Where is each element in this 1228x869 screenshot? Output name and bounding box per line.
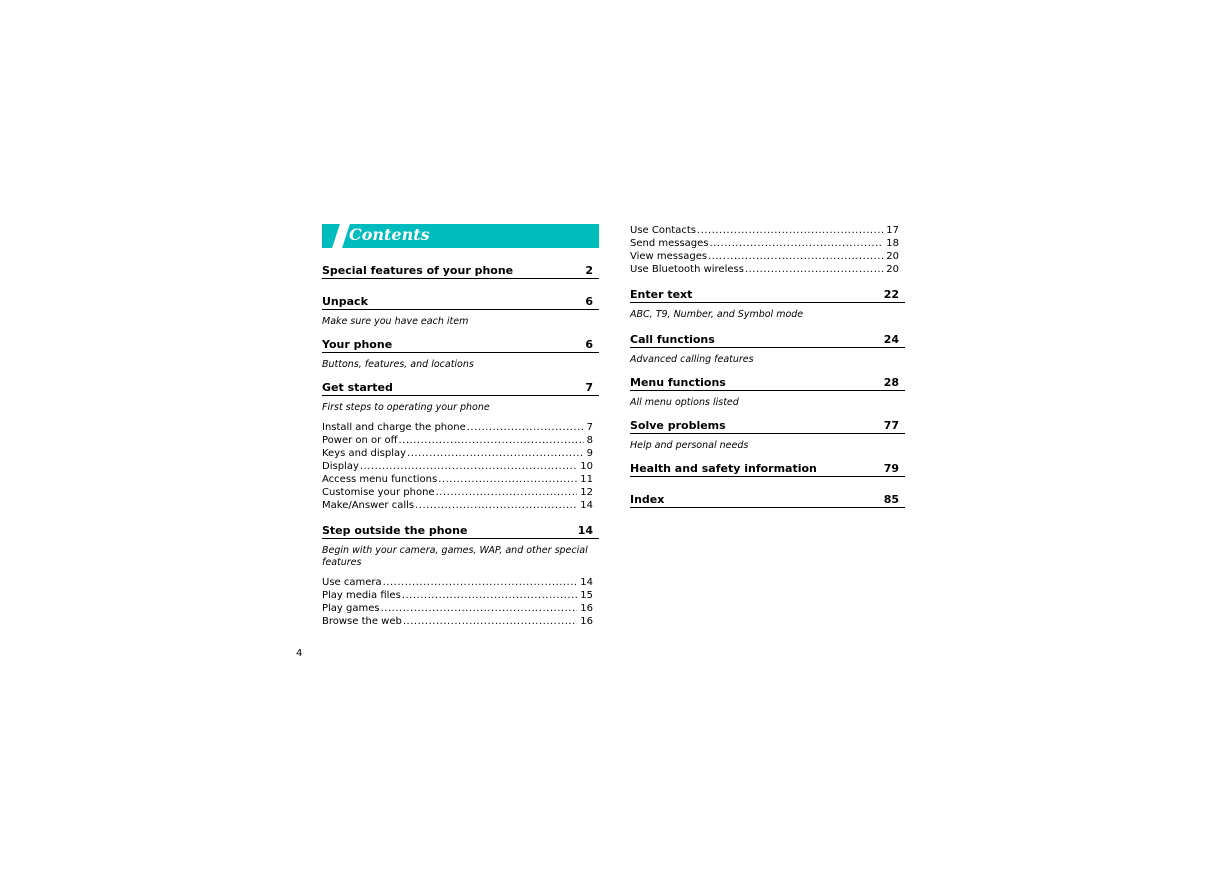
toc-entry[interactable] xyxy=(322,447,599,460)
entry-label: Use Bluetooth wireless xyxy=(630,264,744,275)
section-page: 7 xyxy=(585,381,593,394)
dot-leader xyxy=(436,486,578,499)
entry-page: 7 xyxy=(586,422,593,433)
toc-entry[interactable] xyxy=(322,615,599,628)
toc-entry[interactable] xyxy=(322,473,599,486)
toc-section-menu-functions[interactable] xyxy=(630,374,905,391)
dot-leader xyxy=(415,499,577,512)
section-page: 79 xyxy=(883,462,899,475)
entry-page: 20 xyxy=(886,264,899,275)
toc-section-health-safety[interactable] xyxy=(630,460,905,477)
entry-label: Keys and display xyxy=(322,448,407,459)
toc-section-get-started[interactable] xyxy=(322,379,599,396)
dot-leader xyxy=(383,576,578,589)
entry-page: 14 xyxy=(580,500,593,511)
toc-entry[interactable] xyxy=(322,421,599,434)
dot-leader xyxy=(360,460,577,473)
section-page: 14 xyxy=(577,524,593,537)
toc-section-your-phone[interactable] xyxy=(322,336,599,353)
toc-entry[interactable] xyxy=(630,263,905,276)
section-description: Begin with your camera, games, WAP, and other special features xyxy=(322,545,588,568)
entry-label: Access menu functions xyxy=(322,474,438,485)
dot-leader xyxy=(710,237,884,250)
toc-section-index[interactable] xyxy=(630,491,905,508)
section-title: Solve problems xyxy=(630,419,726,432)
section-title: Step outside the phone xyxy=(322,524,468,537)
entry-label: Make/Answer calls xyxy=(322,500,415,511)
toc-entry[interactable] xyxy=(322,434,599,447)
entry-label: Install and charge the phone xyxy=(322,422,466,433)
toc-entry-list xyxy=(630,224,905,276)
toc-section-unpack[interactable] xyxy=(322,293,599,310)
banner-slant-decoration xyxy=(332,224,350,248)
section-description: Make sure you have each item xyxy=(322,316,469,327)
toc-entry[interactable] xyxy=(322,576,599,589)
dot-leader xyxy=(381,602,578,615)
dot-leader xyxy=(697,224,883,237)
page-number: 4 xyxy=(296,648,303,659)
toc-entry[interactable] xyxy=(322,460,599,473)
entry-label: View messages xyxy=(630,251,708,262)
toc-entry[interactable] xyxy=(630,237,905,250)
toc-section-enter-text[interactable] xyxy=(630,286,905,303)
entry-label: Use camera xyxy=(322,577,382,588)
section-title: Unpack xyxy=(322,295,368,308)
dot-leader xyxy=(407,447,584,460)
dot-leader xyxy=(745,263,883,276)
toc-entry[interactable] xyxy=(322,486,599,499)
section-title: Your phone xyxy=(322,338,393,351)
toc-entry[interactable] xyxy=(322,589,599,602)
dot-leader xyxy=(402,589,577,602)
toc-entry[interactable] xyxy=(630,224,905,237)
dot-leader xyxy=(708,250,883,263)
toc-section-step-outside[interactable] xyxy=(322,522,599,539)
entry-page: 16 xyxy=(580,603,593,614)
dot-leader xyxy=(398,434,583,447)
entry-label: Use Contacts xyxy=(630,225,696,236)
entry-page: 12 xyxy=(580,487,593,498)
toc-entry[interactable] xyxy=(322,499,599,512)
toc-right-column xyxy=(630,224,905,508)
entry-page: 17 xyxy=(886,225,899,236)
entry-page: 11 xyxy=(580,474,593,485)
entry-page: 20 xyxy=(886,251,899,262)
entry-page: 18 xyxy=(886,238,899,249)
entry-label: Play media files xyxy=(322,590,401,601)
toc-entry-list xyxy=(322,576,599,628)
section-title: Get started xyxy=(322,381,393,394)
section-page: 85 xyxy=(883,493,899,506)
section-description: First steps to operating your phone xyxy=(322,402,490,413)
entry-page: 9 xyxy=(586,448,593,459)
section-title: Enter text xyxy=(630,288,693,301)
toc-entry[interactable] xyxy=(322,602,599,615)
page-title: Contents xyxy=(349,225,430,244)
dot-leader xyxy=(467,421,584,434)
section-title: Health and safety information xyxy=(630,462,817,475)
entry-page: 14 xyxy=(580,577,593,588)
entry-page: 10 xyxy=(580,461,593,472)
entry-label: Play games xyxy=(322,603,380,614)
section-description: Help and personal needs xyxy=(630,440,749,451)
entry-label: Power on or off xyxy=(322,435,398,446)
section-page: 6 xyxy=(585,295,593,308)
dot-leader xyxy=(438,473,577,486)
section-description: Buttons, features, and locations xyxy=(322,359,474,370)
section-page: 28 xyxy=(883,376,899,389)
section-page: 24 xyxy=(883,333,899,346)
entry-label: Send messages xyxy=(630,238,709,249)
entry-label: Display xyxy=(322,461,359,472)
section-description: All menu options listed xyxy=(630,397,739,408)
entry-page: 15 xyxy=(580,590,593,601)
section-title: Index xyxy=(630,493,665,506)
section-page: 2 xyxy=(585,264,593,277)
toc-left-column xyxy=(322,224,599,628)
section-page: 77 xyxy=(883,419,899,432)
section-title: Special features of your phone xyxy=(322,264,514,277)
entry-page: 8 xyxy=(586,435,593,446)
section-page: 6 xyxy=(585,338,593,351)
toc-entry[interactable] xyxy=(630,250,905,263)
entry-page: 16 xyxy=(580,616,593,627)
section-description: Advanced calling features xyxy=(630,354,754,365)
section-title: Call functions xyxy=(630,333,715,346)
toc-section-special-features[interactable] xyxy=(322,262,599,279)
dot-leader xyxy=(403,615,577,628)
section-description: ABC, T9, Number, and Symbol mode xyxy=(630,309,804,320)
section-title: Menu functions xyxy=(630,376,726,389)
toc-entry-list xyxy=(322,421,599,512)
entry-label: Customise your phone xyxy=(322,487,435,498)
contents-banner xyxy=(322,224,599,248)
entry-label: Browse the web xyxy=(322,616,402,627)
toc-section-call-functions[interactable] xyxy=(630,331,905,348)
section-page: 22 xyxy=(883,288,899,301)
toc-section-solve-problems[interactable] xyxy=(630,417,905,434)
